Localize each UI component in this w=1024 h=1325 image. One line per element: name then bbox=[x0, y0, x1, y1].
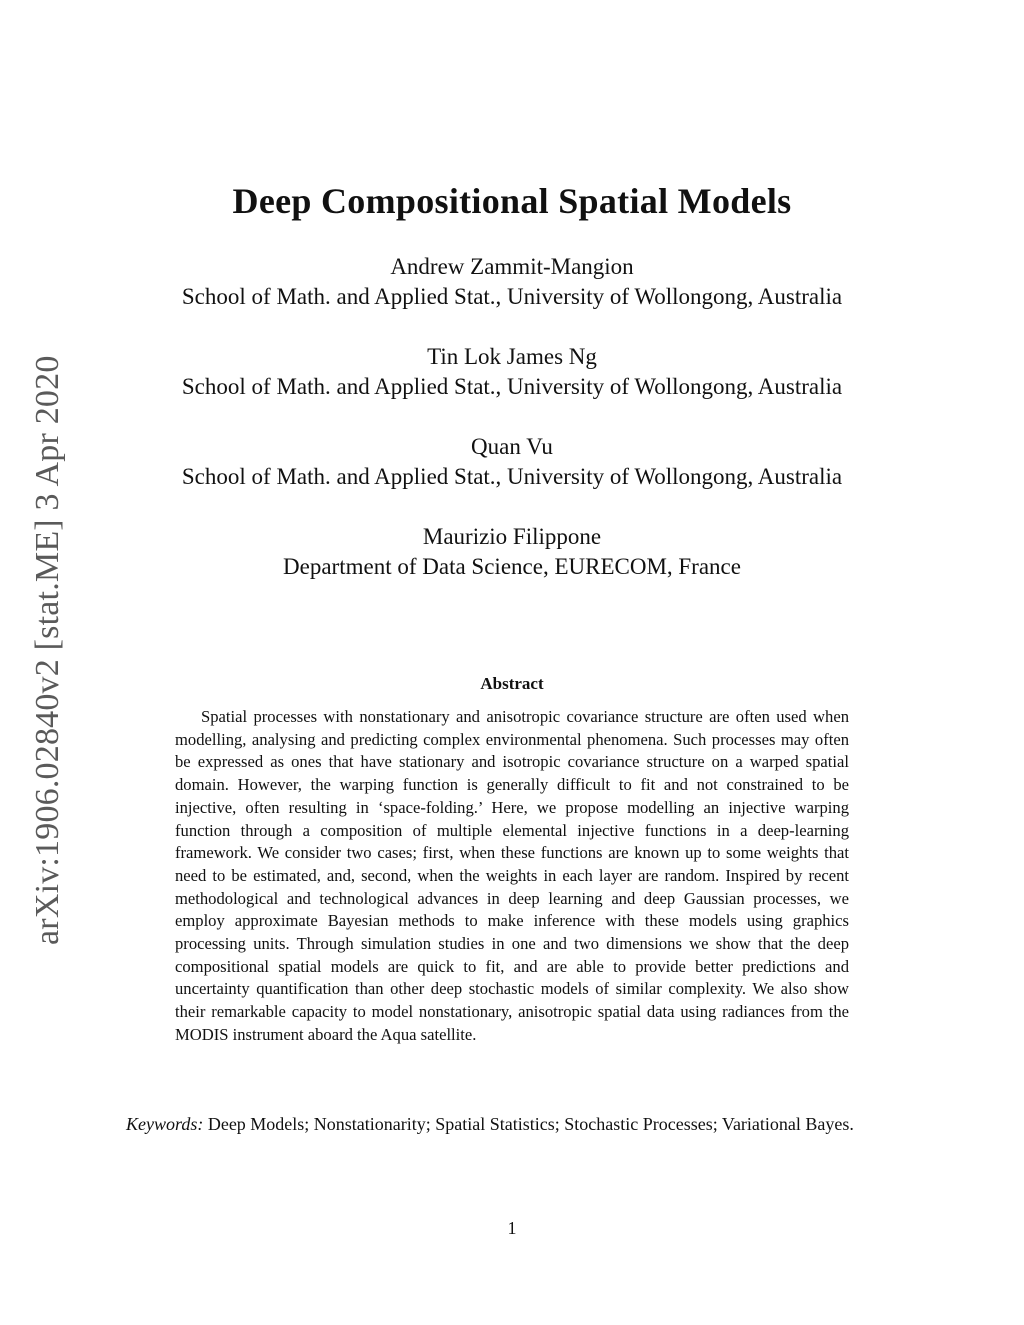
author-affiliation: School of Math. and Applied Stat., University of Wollongong, Australia bbox=[181, 374, 843, 399]
page-number: 1 bbox=[507, 1218, 517, 1238]
keywords-section bbox=[126, 1112, 896, 1136]
keywords-text: Deep Models; Nonstationarity; Spatial Statistics; Stochastic Processes; Variational Bayes. bbox=[207, 1114, 854, 1134]
author-affiliation: School of Math. and Applied Stat., University of Wollongong, Australia bbox=[181, 284, 843, 309]
author-name: Tin Lok James Ng bbox=[427, 344, 597, 369]
author-affiliation: School of Math. and Applied Stat., University of Wollongong, Australia bbox=[181, 464, 843, 489]
author-name: Quan Vu bbox=[471, 434, 553, 459]
abstract-text: Spatial processes with nonstationary and anisotropic covariance structure are often used when modelling, analysing and predicting complex environmental phenomena. Such processes may often be expressed as ones that have stationary and isotropic covariance structure on a warped spatial domain. However, the warping function is generally difficult to fit and not constrained to be injective, often resulting in ‘space-folding.’ Here, we propose modelling an injective warping function through a composition of multiple elemental injective functions in a deep-learning framework. We consider two cases; first, when these functions are known up to some weights that need to be estimated, and, second, when the weights in each layer are random. Inspired by recent methodological and technological advances in deep learning and deep Gaussian processes, we employ approximate Bayesian methods to make inference with these models using graphics processing units. Through simulation studies in one and two dimensions we show that the deep compositional spatial models are quick to fit, and are able to provide better predictions and uncertainty quantification than other deep stochastic models of similar complexity. We also show their remarkable capacity to model nonstationary, anisotropic spatial data using radiances from the MODIS instrument aboard the Aqua satellite. bbox=[175, 707, 849, 1044]
author-block-4 bbox=[0, 522, 1024, 582]
arxiv-identifier-stamp: arXiv:1906.02840v2 [stat.ME] 3 Apr 2020 bbox=[29, 355, 66, 945]
abstract-heading: Abstract bbox=[480, 674, 544, 693]
author-affiliation: Department of Data Science, EURECOM, France bbox=[283, 554, 741, 579]
paper-title: Deep Compositional Spatial Models bbox=[232, 181, 792, 221]
author-name: Andrew Zammit-Mangion bbox=[390, 254, 634, 279]
author-name: Maurizio Filippone bbox=[422, 524, 602, 549]
keywords-label: Keywords: bbox=[126, 1114, 204, 1134]
author-block-2 bbox=[0, 342, 1024, 402]
author-block-1 bbox=[0, 252, 1024, 312]
author-block-3 bbox=[0, 432, 1024, 492]
